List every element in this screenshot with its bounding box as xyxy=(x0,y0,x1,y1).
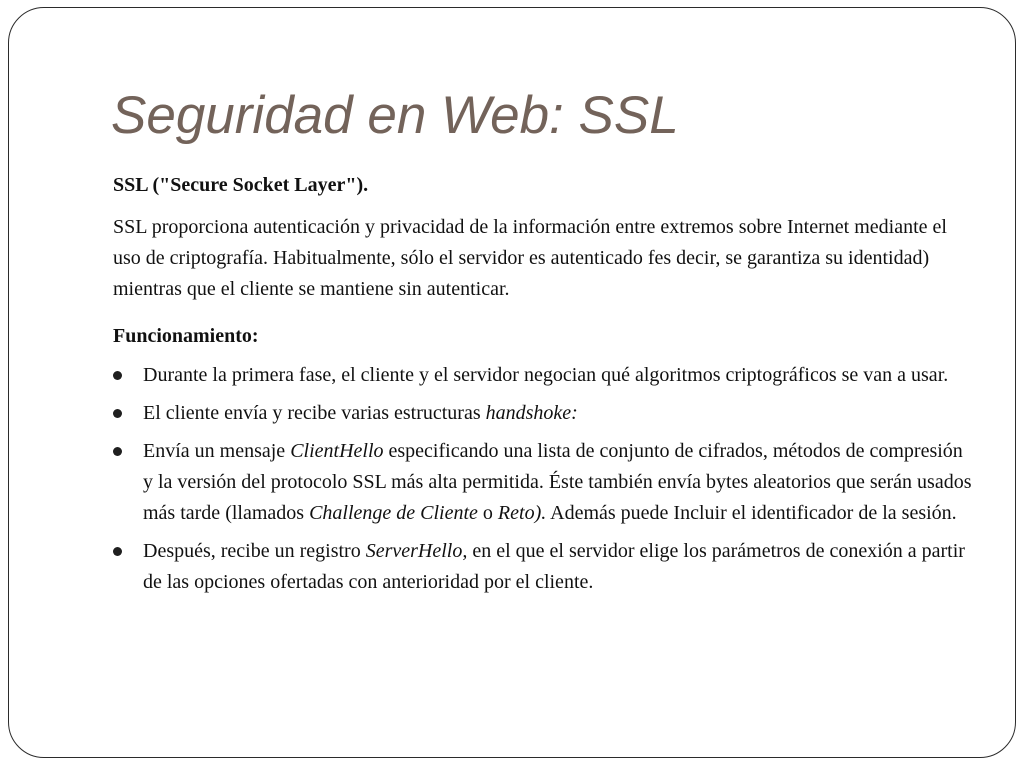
ssl-heading: SSL ("Secure Socket Layer"). xyxy=(113,174,369,196)
bullet-list xyxy=(113,360,973,598)
bullet-item xyxy=(113,398,973,429)
bullet-dot-icon xyxy=(113,447,122,456)
bullet-item xyxy=(113,436,973,529)
intro-paragraph: SSL proporciona autenticación y privacidad de la información entre extremos sobre Internet mediante el uso de criptografía. Habitualmente, sólo el servidor es autenticado fes decir, se garantiza su identidad) mientras que el cliente se mantiene sin autenticar. xyxy=(113,216,947,300)
bullet-text: Durante la primera fase, el cliente y el servidor negocian qué algoritmos criptográficos se van a usar. xyxy=(143,364,949,386)
bullet-text: El cliente envía y recibe varias estructuras xyxy=(143,402,486,424)
bullet-dot-icon xyxy=(113,547,122,556)
bullet-text: especificando una lista de conjunto de cifrados, métodos de compresión y la versión del protocolo SSL más alta permitida. Éste también envía bytes aleatorios que serán usados más tarde (llamados xyxy=(143,440,972,524)
funcionamiento-heading: Funcionamiento: xyxy=(113,325,259,347)
bullet-text: Además puede Incluir el identificador de la sesión. xyxy=(546,502,957,524)
bullet-dot-icon xyxy=(113,409,122,418)
bullet-italic-term: handshoke: xyxy=(485,402,578,424)
bullet-text: Después, recibe un registro xyxy=(143,540,366,562)
bullet-italic-term: Reto). xyxy=(497,502,547,524)
bullet-item xyxy=(113,360,973,391)
bullet-dot-icon xyxy=(113,371,122,380)
bullet-italic-term: Challenge de Cliente xyxy=(309,502,478,524)
slide-body xyxy=(113,170,973,605)
bullet-text: o xyxy=(477,502,498,524)
slide-title: Seguridad en Web: SSL xyxy=(111,86,679,145)
bullet-italic-term: ServerHello, xyxy=(365,540,468,562)
bullet-italic-term: ClientHello xyxy=(290,440,384,462)
bullet-item xyxy=(113,536,973,598)
bullet-text: Envía un mensaje xyxy=(143,440,291,462)
bullet-text: en el que el servidor elige los parámetros de conexión a partir de las opciones ofertadas con anterioridad por el cliente. xyxy=(143,540,965,593)
